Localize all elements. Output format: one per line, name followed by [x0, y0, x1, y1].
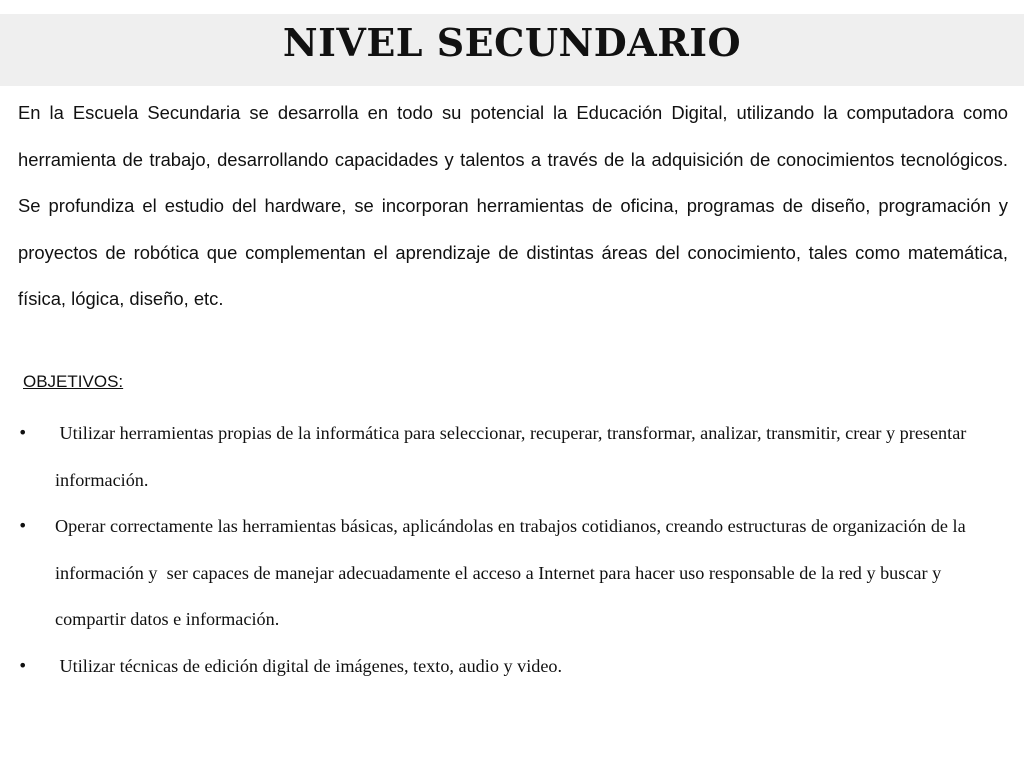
objective-text: Utilizar técnicas de edición digital de imágenes, texto, audio y video.: [55, 655, 563, 676]
bullet-icon: •: [18, 423, 28, 442]
objective-text: Utilizar herramientas propias de la informática para seleccionar, recuperar, transformar, analizar, transmitir, crear y presentar información.: [55, 423, 971, 490]
objective-text: Operar correctamente las herramientas básicas, aplicándolas en trabajos cotidianos, creando estructuras de organización de la información y ser capaces de manejar adecuadamente el acceso a Internet para hacer uso responsable de la red y buscar y compartir datos e información.: [55, 516, 971, 629]
intro-paragraph: En la Escuela Secundaria se desarrolla en todo su potencial la Educación Digital, utilizando la computadora como herramienta de trabajo, desarrollando capacidades y talentos a través de la adquisición de conocimientos tecnológicos. Se profundiza el estudio del hardware, se incorporan herramientas de oficina, programas de diseño, programación y proyectos de robótica que complementan el aprendizaje de distintas áreas del conocimiento, tales como matemática, física, lógica, diseño, etc.: [18, 102, 1008, 310]
slide-title: NIVEL SECUNDARIO: [282, 20, 742, 65]
objective-item: [18, 643, 1008, 690]
objectives-heading: OBJETIVOS:: [23, 372, 124, 391]
bullet-icon: •: [18, 655, 28, 675]
objectives-list: [18, 410, 1008, 689]
objective-item: [18, 410, 1008, 503]
objective-item: [18, 503, 1008, 643]
bullet-icon: •: [18, 516, 28, 535]
